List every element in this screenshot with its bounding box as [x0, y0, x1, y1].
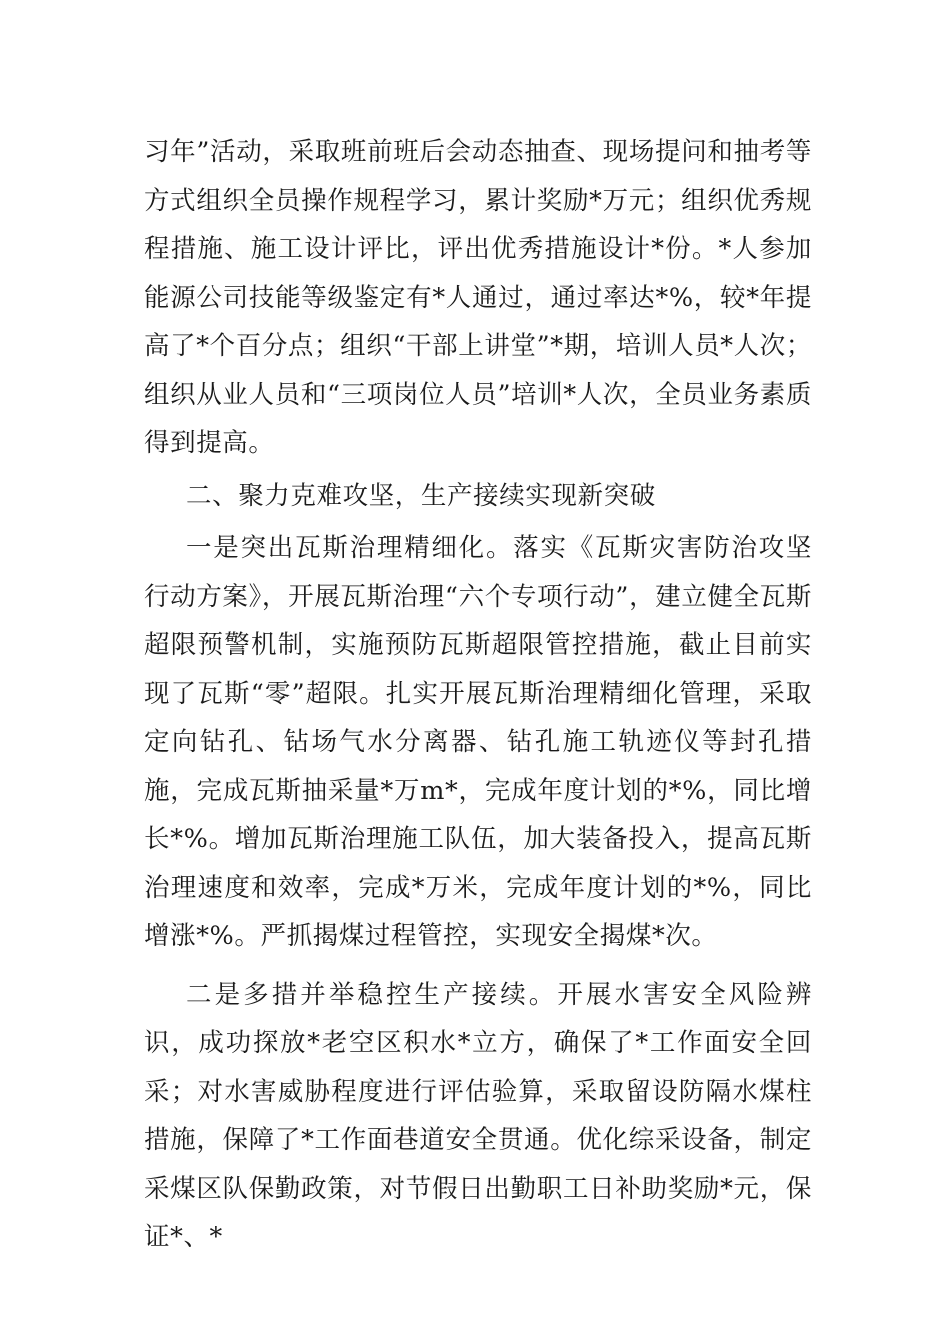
- paragraph-production: 二是多措并举稳控生产接续。开展水害安全风险辨识，成功探放*老空区积水*立方，确保了*工作面安全回采；对水害威胁程度进行评估验算，采取留设防隔水煤柱措施，保障了*工作面巷道安全贯通。优化综采设备，制定采煤区队保勤政策，对节假日出勤职工日补助奖励*元，保证*、*: [144, 979, 812, 1252]
- section-heading: 二、聚力克难攻坚，生产接续实现新突破: [186, 480, 656, 511]
- paragraph-training: 习年”活动，采取班前班后会动态抽查、现场提问和抽考等方式组织全员操作规程学习，累计奖励*万元；组织优秀规程措施、施工设计评比，评出优秀措施设计*份。*人参加能源公司技能等级鉴定有*人通过，通过率达*%，较*年提高了*个百分点；组织“干部上讲堂”*期，培训人员*人次；组织从业人员和“三项岗位人员”培训*人次，全员业务素质得到提高。: [144, 137, 812, 458]
- document-body: [144, 128, 812, 1262]
- paragraph-gas-control: 一是突出瓦斯治理精细化。落实《瓦斯灾害防治攻坚行动方案》，开展瓦斯治理“六个专项行动”，建立健全瓦斯超限预警机制，实施预防瓦斯超限管控措施，截止目前实现了瓦斯“零”超限。扎实开展瓦斯治理精细化管理，采取定向钻孔、钻场气水分离器、钻孔施工轨迹仪等封孔措施，完成瓦斯抽采量*万m*，完成年度计划的*%，同比增长*%。增加瓦斯治理施工队伍，加大装备投入，提高瓦斯治理速度和效率，完成*万米，完成年度计划的*%，同比增涨*%。严抓揭煤过程管控，实现安全揭煤*次。: [144, 533, 812, 951]
